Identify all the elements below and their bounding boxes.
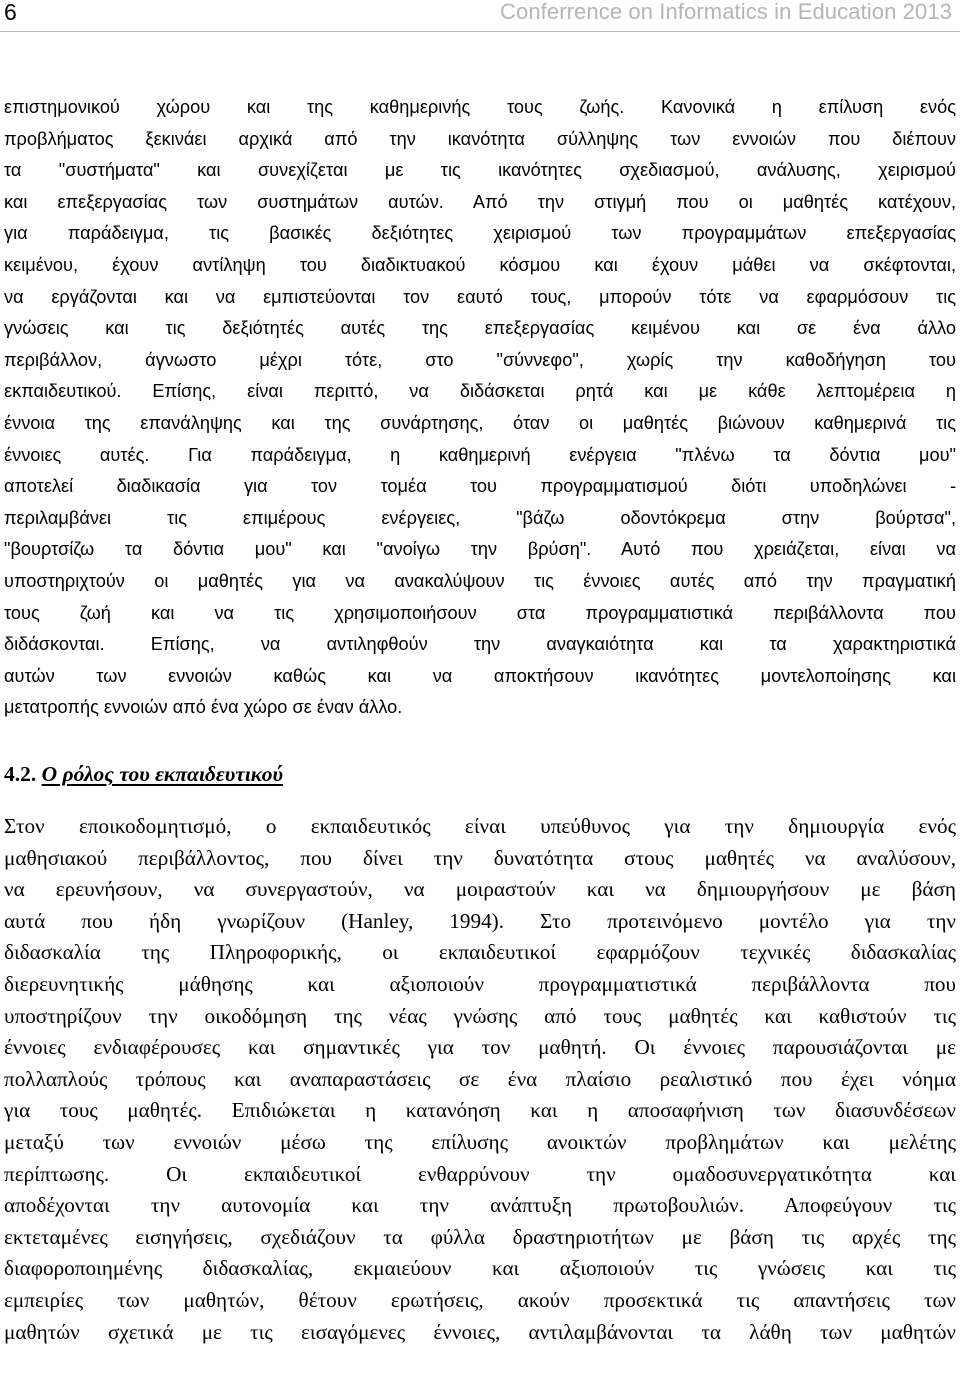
text-line: Στον εποικοδομητισμό, ο εκπαιδευτικός είναι υπεύθυνος για την δημιουργία ενός [4, 814, 956, 838]
text-line: υποστηριχτούν οι μαθητές για να ανακαλύψουν τις έννοιες αυτές από την πραγματική [4, 570, 956, 591]
text-line: να ερευνήσουν, να συνεργαστούν, να μοιραστούν και να δημιουργήσουν με βάση [4, 877, 956, 902]
section-title: Ο ρόλος του εκπαιδευτικού [41, 762, 284, 786]
text-line: αυτά που ήδη γνωρίζουν (Hanley, 1994). Στο προτεινόμενο μοντέλο για την [4, 908, 956, 933]
text-line: περιλαμβάνει τις επιμέρους ενέργειες, "βάζω οδοντόκρεμα στην βούρτσα", [4, 507, 956, 528]
text-line: αποτελεί διαδικασία για τον τομέα του προγραμματισμού διότι υποδηλώνει - [4, 476, 956, 497]
text-line: περίπτωσης. Οι εκπαιδευτικοί ενθαρρύνουν την ομαδοσυνεργατικότητα και [4, 1161, 956, 1186]
text-line: αυτών των εννοιών καθώς και να αποκτήσουν ικανότητες μοντελοποίησης και [4, 665, 956, 686]
text-line: και επεξεργασίας των συστημάτων αυτών. Από την στιγμή που οι μαθητές κατέχουν, [4, 191, 956, 212]
text-line: πολλαπλούς τρόπους και αναπαραστάσεις σε ένα πλαίσιο ρεαλιστικό που έχει νόημα [4, 1066, 956, 1091]
text-line: προβλήματος ξεκινάει αρχικά από την ικανότητα σύλληψης των εννοιών που διέπουν [4, 128, 956, 149]
text-line: εκπαιδευτικού. Επίσης, είναι περιττό, να διδάσκεται ρητά και με κάθε λεπτομέρεια η [4, 381, 956, 402]
text-line: διερευνητικής μάθησης και αξιοποιούν προγραμματιστικά περιβάλλοντα που [4, 971, 956, 996]
paragraph-problem-solving [4, 92, 956, 724]
section-number: 4.2. [4, 762, 37, 786]
text-line: για παράδειγμα, τις βασικές δεξιότητες χειρισμού των προγραμμάτων επεξεργασίας [4, 223, 956, 244]
text-line: γνώσεις και τις δεξιότητές αυτές της επεξεργασίας κειμένου και σε ένα άλλο [4, 318, 956, 339]
paragraph-body [4, 92, 956, 724]
page-number: 6 [4, 0, 17, 25]
text-line: τα "συστήματα" και συνεχίζεται με τις ικανότητες σχεδιασμού, ανάλυσης, χειρισμού [4, 160, 956, 181]
paragraph-teacher-role [4, 811, 956, 1348]
page-header [0, 0, 960, 34]
header-divider [0, 31, 960, 32]
text-line: επιστημονικού χώρου και της καθημερινής τους ζωής. Κανονικά η επίλυση ενός [4, 97, 956, 117]
text-line: περιβάλλον, άγνωστο μέχρι τότε, στο "σύννεφο", χωρίς την καθοδήγηση του [4, 349, 956, 370]
paragraph-body [4, 811, 956, 1348]
text-line: διαφοροποιημένης διδασκαλίας, εκμαιεύουν και αξιοποιούν τις γνώσεις και τις [4, 1256, 956, 1281]
text-line: διδασκαλία της Πληροφορικής, οι εκπαιδευτικοί εφαρμόζουν τεχνικές διδασκαλίας [4, 940, 956, 965]
text-line: διδάσκονται. Επίσης, να αντιληφθούν την αναγκαιότητα και τα χαρακτηριστικά [4, 634, 956, 655]
text-line: μαθητών σχετικά με τις εισαγόμενες έννοιες, αντιλαμβάνονται τα λάθη των μαθητών [4, 1319, 956, 1344]
section-heading [4, 762, 283, 787]
text-line: έννοια της επανάληψης και της συνάρτησης, όταν οι μαθητές βιώνουν καθημερινά τις [4, 412, 956, 433]
text-line: "βουρτσίζω τα δόντια μου" και "ανοίγω την βρύση". Αυτό που χρειάζεται, είναι να [4, 539, 956, 560]
text-line: εμπειρίες των μαθητών, θέτουν ερωτήσεις, ακούν προσεκτικά τις απαντήσεις των [4, 1287, 956, 1312]
text-line: έννοιες ενδιαφέρουσες και σημαντικές για τον μαθητή. Οι έννοιες παρουσιάζονται με [4, 1035, 956, 1060]
text-line: κειμένου, έχουν αντίληψη του διαδικτυακού κόσμου και έχουν μάθει να σκέφτονται, [4, 254, 956, 275]
text-line: έννοιες αυτές. Για παράδειγμα, η καθημερινή ενέργεια "πλένω τα δόντια μου" [4, 444, 956, 465]
text-line: τους ζωή και να τις χρησιμοποιήσουν στα προγραμματιστικά περιβάλλοντα που [4, 602, 956, 623]
conference-title: Conferrence on Informatics in Education 2013 [500, 0, 952, 24]
text-line: υποστηρίζουν την οικοδόμηση της νέας γνώσης από τους μαθητές και καθιστούν τις [4, 1003, 956, 1028]
text-line: αποδέχονται την αυτονομία και την ανάπτυξη πρωτοβουλιών. Αποφεύγουν τις [4, 1193, 956, 1218]
text-line: για τους μαθητές. Επιδιώκεται η κατανόηση και η αποσαφήνιση των διασυνδέσεων [4, 1098, 956, 1123]
text-line: να εργάζονται και να εμπιστεύονται τον εαυτό τους, μπορούν τότε να εφαρμόσουν τις [4, 286, 956, 307]
text-line: μεταξύ των εννοιών μέσω της επίλυσης ανοικτών προβλημάτων και μελέτης [4, 1129, 956, 1154]
text-line: μετατροπής εννοιών από ένα χώρο σε έναν άλλο. [4, 697, 403, 718]
text-line: εκτεταμένες εισηγήσεις, σχεδιάζουν τα φύλλα δραστηριοτήτων με βάση τις αρχές της [4, 1224, 956, 1249]
text-line: μαθησιακού περιβάλλοντος, που δίνει την δυνατότητα στους μαθητές να αναλύσουν, [4, 845, 956, 870]
